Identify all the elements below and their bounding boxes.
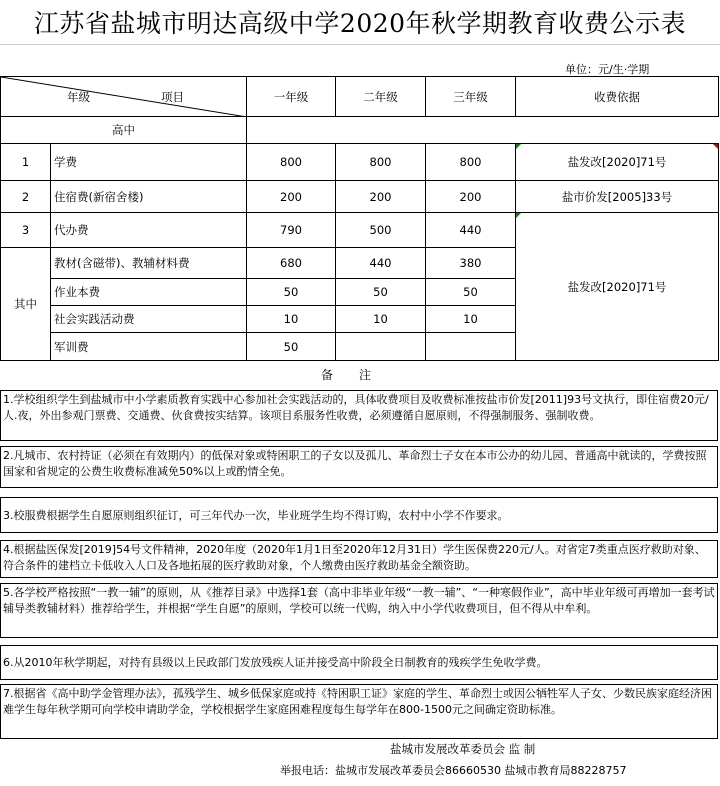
comment-marker-green (516, 213, 521, 218)
section-row (1, 117, 719, 144)
row-number: 2 (1, 181, 51, 213)
note-1: 1.学校组织学生到盐城市中小学素质教育实践中心参加社会实践活动的，具体收费项目及收费标准按盐市价发[2011]93号文执行，即住宿费20元/人.夜，外出参观门票费、交通费、伙食费按实结算。该项目系服务性收费，必须遵循自愿原则，不得强制服务、强制收费。 (0, 390, 718, 441)
footer-phone: 举报电话：盐城市发展改革委员会86660530 盐城市教育局88228757 (280, 764, 627, 777)
row-g1: 800 (247, 144, 336, 181)
row-g3: 10 (426, 306, 516, 333)
row-basis: 盐市价发[2005]33号 (516, 181, 719, 213)
note-2: 2.凡城市、农村持证（必须在有效期内）的低保对象或特困职工的子女以及孤儿、革命烈士子女在本市公办的幼儿园、普通高中就读的，学费按照国家和省规定的公费生收费标准减免50%以上或酌情全免。 (0, 446, 718, 488)
page-title: 江苏省盐城市明达高级中学2020年秋学期教育收费公示表 (33, 9, 687, 38)
row-g1: 50 (247, 279, 336, 306)
row-item: 教材(含磁带)、教辅材料费 (51, 248, 247, 279)
row-g3: 200 (426, 181, 516, 213)
row-g1: 790 (247, 213, 336, 248)
section-label: 高中 (1, 117, 247, 144)
row-g3: 50 (426, 279, 516, 306)
row-g3 (426, 333, 516, 361)
item-header: 项目 (161, 90, 184, 104)
merged-basis-text: 盐发改[2020]71号 (567, 279, 667, 294)
row-item: 作业本费 (51, 279, 247, 306)
basis-header: 收费依据 (516, 77, 719, 117)
row-item: 代办费 (51, 213, 247, 248)
row-g3: 440 (426, 213, 516, 248)
grade2-header: 二年级 (336, 77, 426, 117)
footer-org: 盐城市发展改革委员会 监 制 (390, 742, 536, 756)
note-5: 5.各学校严格按照“一教一辅”的原则，从《推荐目录》中选择1套（高中非毕业年级“一教一辅”、“一种寒假作业”，高中毕业年级可再增加一套考试辅导类教辅材料）推荐给学生，并根据“学生自愿”的原则，学校可以统一代购，纳入中小学代收费项目，但不得从中牟利。 (0, 583, 718, 638)
row-g1: 200 (247, 181, 336, 213)
row-g3: 380 (426, 248, 516, 279)
row-g3: 800 (426, 144, 516, 181)
row-number: 1 (1, 144, 51, 181)
row-item: 学费 (51, 144, 247, 181)
merged-basis-cell (516, 213, 719, 361)
row-g2 (336, 333, 426, 361)
table-row (1, 181, 719, 213)
comment-marker-red (713, 144, 718, 149)
row-item: 社会实践活动费 (51, 306, 247, 333)
row-g1: 10 (247, 306, 336, 333)
row-basis-text: 盐发改[2020]71号 (567, 155, 667, 169)
note-7: 7.根据省《高中助学金管理办法》，孤残学生、城乡低保家庭或持《特困职工证》家庭的学生、革命烈士或因公牺牲军人子女、少数民族家庭经济困难学生每年秋学期可向学校申请助学金，学校根据学生家庭困难程度每生每学年在800-1500元之间确定资助标准。 (0, 684, 718, 739)
row-item: 住宿费(新宿舍楼) (51, 181, 247, 213)
row-g2: 200 (336, 181, 426, 213)
row-g1: 50 (247, 333, 336, 361)
unit-label: 单位：元/生·学期 (565, 63, 650, 76)
table-header-row (1, 77, 719, 117)
fee-table (0, 76, 719, 361)
row-item: 军训费 (51, 333, 247, 361)
grade-header: 年级 (67, 90, 90, 104)
table-row (1, 213, 719, 248)
section-blank (247, 117, 719, 144)
row-number: 3 (1, 213, 51, 248)
note-4: 4.根据盐医保发[2019]54号文件精神，2020年度（2020年1月1日至2020年12月31日）学生医保费220元/人。对省定7类重点医疗救助对象、符合条件的建档立卡低收入人口及各地拓展的医疗救助对象，个人缴费由医疗救助基金全额资助。 (0, 540, 718, 578)
grade1-header: 一年级 (247, 77, 336, 117)
row-g2: 50 (336, 279, 426, 306)
note-3: 3.校服费根据学生自愿原则组织征订，可三年代办一次，毕业班学生均不得订购，农村中小学不作要求。 (0, 497, 718, 533)
comment-marker-green (516, 144, 521, 149)
row-g2: 500 (336, 213, 426, 248)
row-g2: 440 (336, 248, 426, 279)
notes-title: 备注 (320, 368, 397, 382)
other-label: 其中 (1, 248, 51, 361)
note-6: 6.从2010年秋学期起，对持有县级以上民政部门发放残疾人证并接受高中阶段全日制教育的残疾学生免收学费。 (0, 645, 718, 680)
diagonal-line (1, 77, 247, 117)
row-g2: 10 (336, 306, 426, 333)
row-basis (516, 144, 719, 181)
table-row (1, 144, 719, 181)
row-g1: 680 (247, 248, 336, 279)
diagonal-header-cell (1, 77, 247, 117)
row-g2: 800 (336, 144, 426, 181)
grade3-header: 三年级 (426, 77, 516, 117)
